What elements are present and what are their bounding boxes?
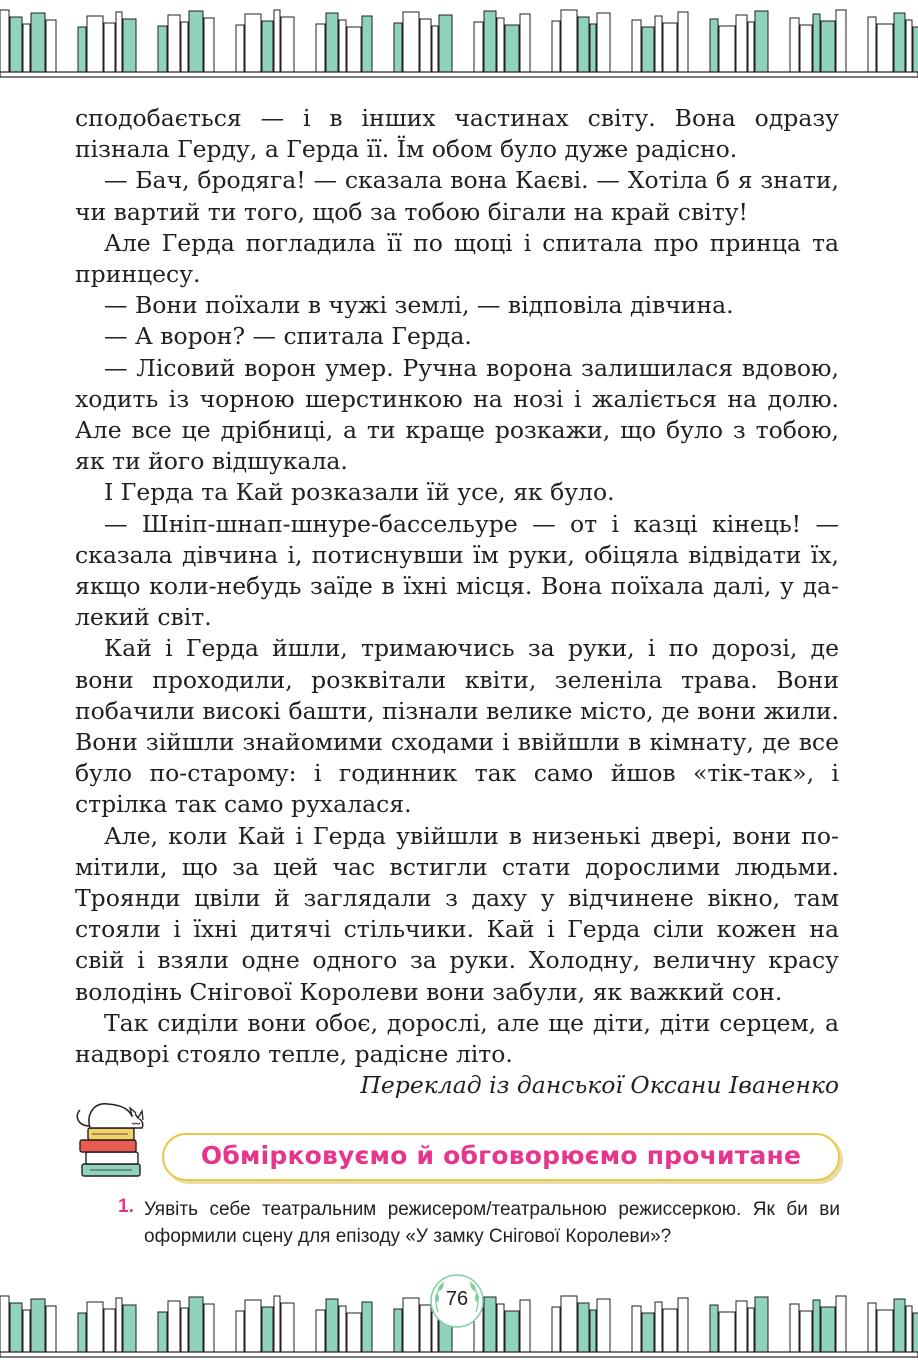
book-spine xyxy=(736,15,747,72)
book-spine xyxy=(204,18,214,72)
book-spine xyxy=(578,17,589,72)
book-spine xyxy=(474,22,483,72)
story-paragraph: Але, коли Кай і Герда увійшли в низенькі двері, вони помітили, що за цей час встигли стати дорослими людьми. Троянди цвіли й заглядали з даху у відчинене вікно, там стояли і їхні дитячі стільчики. Кай і Герда сіли кожен на свій і взяли одне одного за руки. Холодну, величну красу володінь Снігової Королеви вони забули, як важкий сон. xyxy=(75,821,839,1006)
story-paragraph: Але Герда погладила її по щоці і спитала про принца та принцесу. xyxy=(75,228,839,289)
question-item xyxy=(118,1196,840,1250)
book-spine xyxy=(655,16,662,72)
book-spine xyxy=(755,11,768,72)
book-spine xyxy=(790,18,799,72)
book-spine xyxy=(316,1310,325,1352)
book-spine xyxy=(552,21,560,72)
book-spine xyxy=(520,14,530,72)
book-spine xyxy=(821,21,835,72)
book-spine xyxy=(87,16,103,72)
book-spine xyxy=(597,13,610,72)
book-spine xyxy=(0,10,9,72)
book-spine xyxy=(87,1302,103,1352)
book-spine xyxy=(505,1311,519,1352)
book-spine xyxy=(877,24,893,72)
book-spine xyxy=(813,14,820,72)
book-spine xyxy=(432,26,438,72)
story-paragraph: — Вони поїхали в чужі землі, — відповіла дівчина. xyxy=(104,291,734,320)
book-spine xyxy=(403,1298,419,1352)
book-spine xyxy=(894,1299,905,1352)
book-spine xyxy=(710,1305,718,1352)
book-spine xyxy=(181,22,188,72)
book-spine xyxy=(710,19,718,72)
book-spine xyxy=(632,20,641,72)
book-spine xyxy=(736,1301,747,1352)
book-spine xyxy=(274,1296,280,1352)
book-spine xyxy=(181,1308,188,1352)
book-spine xyxy=(790,1304,799,1352)
book-spine xyxy=(906,20,912,72)
book-spine xyxy=(403,12,419,72)
story-paragraph: Так сиділи вони обоє, дорослі, але ще діти, діти серцем, а надворі стояло тепле, радісне літо. xyxy=(75,1008,839,1069)
book-spine xyxy=(31,1299,45,1352)
book-spine xyxy=(590,1310,596,1352)
book-spine xyxy=(23,24,30,72)
book-spine xyxy=(719,26,735,72)
book-spine xyxy=(189,1297,203,1352)
book-spine xyxy=(913,27,918,72)
page-number: 76 xyxy=(445,1288,469,1310)
book-spine xyxy=(597,1299,610,1352)
book-spine xyxy=(339,20,346,72)
book-spine xyxy=(245,1300,261,1352)
book-spine xyxy=(578,1303,589,1352)
book-spine xyxy=(10,17,22,72)
story-paragraph: І Герда та Кай розказали їй усе, як було. xyxy=(104,478,615,507)
book-spine xyxy=(281,1303,294,1352)
book-spine xyxy=(497,18,504,72)
book-spine xyxy=(394,23,402,72)
book-spine xyxy=(158,1312,167,1352)
book-spine xyxy=(168,15,180,72)
book-spine xyxy=(678,1298,688,1352)
book-spine xyxy=(800,25,812,72)
story-paragraph: — Бач, бродяга! — сказала вона Каєві. — Хотіла б я знати, чи вартий ти того, щоб за тобою бігали на край світу! xyxy=(75,166,839,226)
book-spine xyxy=(561,10,577,72)
book-spine xyxy=(719,1312,735,1352)
cat-on-books-icon xyxy=(68,1092,168,1184)
book-spine xyxy=(46,20,56,72)
book-spine xyxy=(663,1309,677,1352)
book-spine xyxy=(561,1296,577,1352)
book-spine xyxy=(23,1310,30,1352)
book-spine xyxy=(552,1307,560,1352)
book-spine xyxy=(281,17,294,72)
section-title: Обмірковуємо й обговорюємо прочитане xyxy=(200,1141,802,1170)
book-spine xyxy=(339,1306,346,1352)
book-spine xyxy=(316,24,325,72)
book-spine xyxy=(821,1307,835,1352)
book-spine xyxy=(78,1313,86,1352)
book-spine xyxy=(755,1297,768,1352)
book-spine xyxy=(836,10,846,72)
book-spine xyxy=(123,1305,136,1352)
story-paragraph: Кай і Герда йшли, тримаючись за руки, і по дорозі, де вони проходили, розквітали квіти, зеленіла трава. Вони побачили високі башти, пізнали велике місто, де вони жили. Вони зійшли знайомими сходами і ввійшли в кімнату, де все було по-старому: і годинник так само йшов «тік-так», і стрілка так само рухалася. xyxy=(75,634,839,819)
book-spine xyxy=(158,26,167,72)
book-spine xyxy=(642,1313,654,1352)
book-spine xyxy=(326,1299,338,1352)
book-spine xyxy=(362,16,372,72)
book-spine xyxy=(868,1303,876,1352)
book-spine xyxy=(590,24,596,72)
discussion-section-banner xyxy=(162,1133,840,1181)
book-spine xyxy=(168,1301,180,1352)
book-spine xyxy=(497,1304,504,1352)
book-spine xyxy=(663,23,677,72)
book-spine xyxy=(655,1302,662,1352)
book-spine xyxy=(836,1296,846,1352)
book-spine xyxy=(748,22,754,72)
book-spine xyxy=(245,14,261,72)
book-spine xyxy=(104,1309,115,1352)
book-spine xyxy=(813,1300,820,1352)
book-spine xyxy=(439,15,452,72)
book-spine xyxy=(262,1307,273,1352)
book-spine xyxy=(877,1310,893,1352)
book-spine xyxy=(906,1306,912,1352)
book-spine xyxy=(78,27,86,72)
story-paragraph: сподобається — і в інших частинах світу. Вона одразу пізнала Герду, а Герда її. Їм обом було дуже радісно. xyxy=(75,104,839,164)
story-paragraph: — Шніп-шнап-шнуре-бассельуре — от і казці кінець! — сказала дівчина і, потиснувши їм руки, обіцяла відвідати їх, якщо коли-небудь заїде в їхні місця. Вона поїхала далі, у далекий світ. xyxy=(75,509,839,632)
question-text: Уявіть себе театральним режисером/театральною режиссеркою. Як би ви оформили сцену для епізоду «У замку Снігової Королеви»? xyxy=(144,1199,840,1247)
book-spine xyxy=(394,1309,402,1352)
book-spine xyxy=(262,21,273,72)
book-spine xyxy=(236,25,244,72)
book-spine xyxy=(123,19,136,72)
book-spine xyxy=(116,12,122,72)
book-spine xyxy=(913,1313,918,1352)
book-spine xyxy=(505,25,519,72)
shelf-plank xyxy=(0,72,918,77)
top-bookshelf-illustration xyxy=(0,0,918,84)
book-spine xyxy=(46,1306,56,1352)
book-spine xyxy=(800,1311,812,1352)
book-spine xyxy=(189,11,203,72)
story-paragraph: — А ворон? — спитала Герда. xyxy=(104,322,472,351)
book-spine xyxy=(632,1306,641,1352)
book-spine xyxy=(642,27,654,72)
book-spine xyxy=(204,1304,214,1352)
book-spine xyxy=(520,1300,530,1352)
book-spine xyxy=(116,1298,122,1352)
shelf-plank xyxy=(0,1352,918,1357)
book-spine xyxy=(748,1308,754,1352)
story-paragraph: — Лісовий ворон умер. Ручна ворона залишилася вдовою, ходить із чорною шерстинкою на нозі і жаліється на долю. Але все це дрібниці, а ти краще розкажи, що було з тобою, як ти його відшукала. xyxy=(75,353,839,476)
book-spine xyxy=(678,12,688,72)
book-spine xyxy=(31,13,45,72)
book-spine xyxy=(484,11,496,72)
book-spine xyxy=(104,23,115,72)
book-spine xyxy=(10,1303,22,1352)
question-number: 1. xyxy=(118,1196,134,1217)
book-spine xyxy=(362,1302,372,1352)
translator-credit: Переклад із данської Оксани Іваненко xyxy=(360,1071,839,1100)
book-spine xyxy=(420,19,431,72)
page-number-badge xyxy=(428,1272,486,1330)
book-spine xyxy=(868,17,876,72)
book-spine xyxy=(347,1313,361,1352)
book-spine xyxy=(347,27,361,72)
book-spine xyxy=(326,13,338,72)
book-spine xyxy=(0,1296,9,1352)
book-spine xyxy=(274,10,280,72)
book-spine xyxy=(236,1311,244,1352)
story-text xyxy=(75,103,839,1101)
book-spine xyxy=(894,13,905,72)
